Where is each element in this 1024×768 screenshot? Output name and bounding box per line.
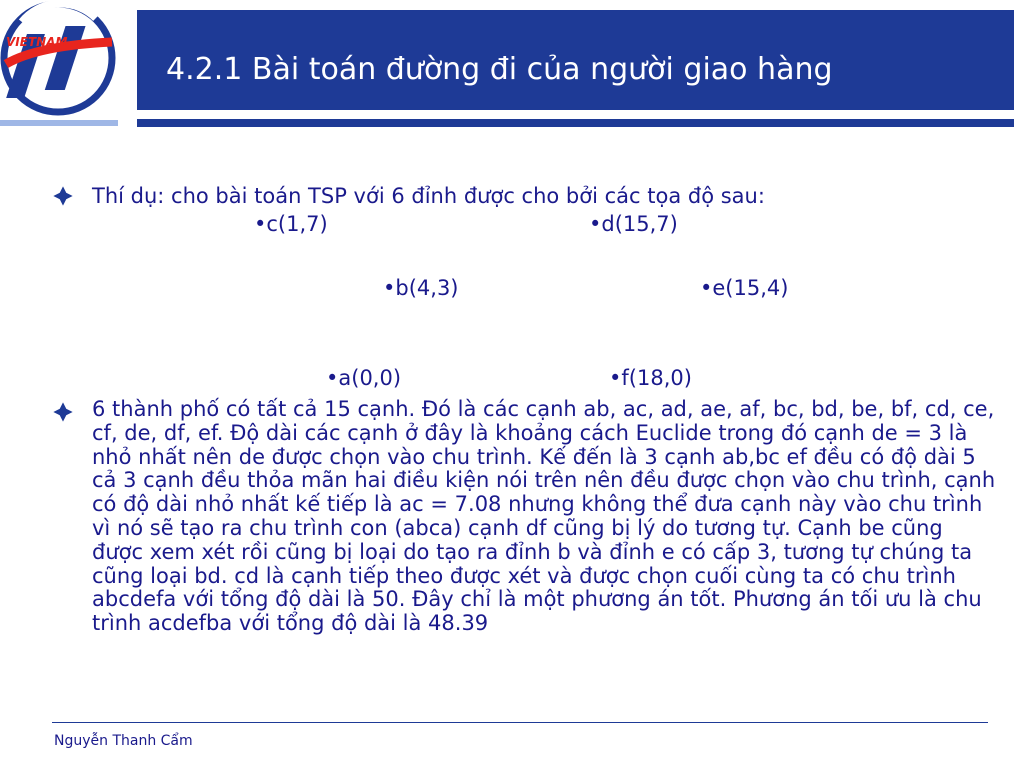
point-d: •d(15,7) [589,212,678,236]
point-c: •c(1,7) [254,212,328,236]
point-e: •e(15,4) [700,276,789,300]
title-underline [137,119,1014,127]
point-a: •a(0,0) [326,366,402,390]
intro-text: Thí dụ: cho bài toán TSP với 6 đỉnh được cho bởi các tọa độ sau: [92,184,765,208]
vietnam-it-logo [0,0,118,118]
diamond-bullet-icon [52,185,74,207]
point-b: •b(4,3) [383,276,459,300]
slide-title: 4.2.1 Bài toán đường đi của người giao hàng [166,52,833,87]
point-f: •f(18,0) [609,366,692,390]
logo-underline [0,120,118,126]
footer-author: Nguyễn Thanh Cẩm [54,733,193,749]
footer-divider [52,722,988,723]
diamond-bullet-icon [52,401,74,423]
explanation-paragraph: 6 thành phố có tất cả 15 cạnh. Đó là các cạnh ab, ac, ad, ae, af, bc, bd, be, bf, cd, ce, cf, de, df, ef. Độ dài các cạnh ở đây là khoảng cách Euclide trong đó cạnh de = 3 là nhỏ nhất nên de được chọn vào chu trình. Kế đến là 3 cạnh ab,bc ef đều có độ dài 5 cả 3 cạnh đều thỏa mãn hai điều kiện nói trên nên đều được chọn vào chu trình, cạnh có độ dài nhỏ nhất kế tiếp là ac = 7.08 nhưng không thể đưa cạnh này vào chu trình vì nó sẽ tạo ra chu trình con (abca) cạnh df cũng bị lý do tương tự. Cạnh be cũng được xem xét rồi cũng bị loại do tạo ra đỉnh b và đỉnh e có cấp 3, tương tự chúng ta cũng loại bd. cd là cạnh tiếp theo được xét và được chọn cuối cùng ta có chu trình abcdefa với tổng độ dài là 50. Đây chỉ là một phương án tốt. Phương án tối ưu là chu trình acdefba với tổng độ dài là 48.39 [92,397,996,636]
logo-text: VIETNAM [6,35,68,49]
